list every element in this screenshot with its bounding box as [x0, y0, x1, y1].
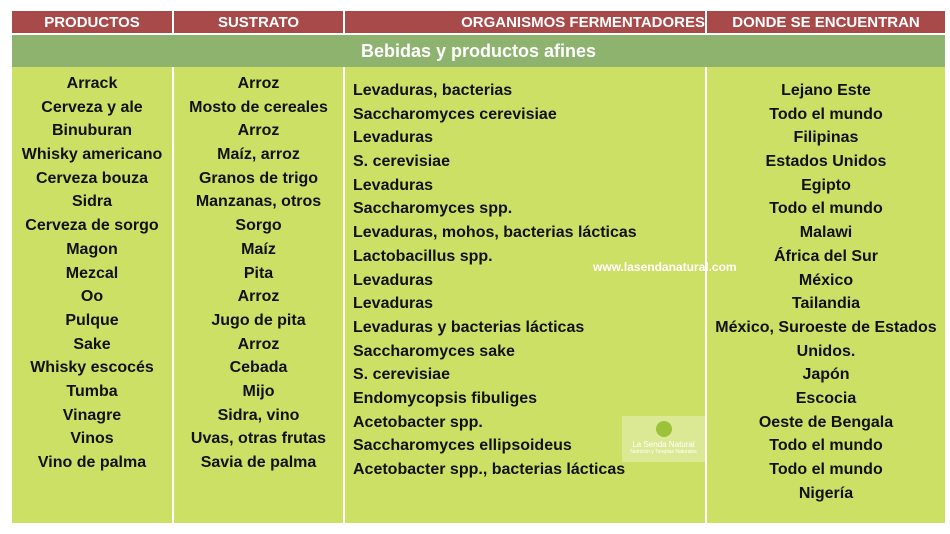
table-cell: Vinos [70, 430, 114, 448]
table-cell: Mijo [242, 382, 275, 400]
table-cell: Tailandia [791, 295, 861, 313]
table-cell: Egipto [801, 176, 851, 194]
table-cell: S. cerevisiae [353, 153, 450, 171]
table-cell: Nigería [798, 484, 854, 502]
table-cell: Saccharomyces ellipsoideus [353, 437, 572, 455]
table-cell: Escocia [795, 389, 857, 407]
table-cell: Uvas, otras frutas [190, 430, 327, 448]
apple-icon [656, 421, 672, 437]
table-cell: Levaduras, mohos, bacterias lácticas [353, 224, 637, 242]
table-cell: Arroz [237, 335, 280, 353]
table-cell: Acetobacter spp. [353, 413, 483, 431]
table-cell: Arrack [66, 75, 118, 92]
table-cell: Endomycopsis fibuliges [353, 389, 538, 407]
table-cell: África del Sur [773, 247, 879, 265]
column-sustrato [174, 67, 343, 523]
watermark-url: www.lasendanatural.com [593, 260, 737, 274]
table-cell: Sake [73, 335, 111, 353]
table-cell: Sidra [71, 193, 112, 211]
table-cell: México [798, 271, 854, 289]
table-cell: Todo el mundo [769, 437, 883, 455]
table-cell: Lejano Este [781, 82, 871, 99]
column-productos [12, 67, 172, 523]
logo-name: La Senda Natural [632, 440, 695, 449]
table-cell: Arroz [237, 288, 280, 306]
table-cell: Estados Unidos [765, 153, 887, 171]
table-cell: Maíz, arroz [217, 146, 300, 164]
table-cell: Binuburan [52, 122, 132, 140]
table-cell: Sidra, vino [217, 406, 300, 424]
table-cell: Levaduras [353, 176, 434, 194]
header-productos: PRODUCTOS [12, 11, 172, 33]
table-cell: Lactobacillus spp. [353, 247, 493, 265]
table-cell: Oeste de Bengala [758, 413, 894, 431]
table-cell: Arroz [237, 122, 280, 140]
table-cell: Oo [80, 288, 104, 306]
table-cell: Magon [66, 240, 118, 258]
table-cell: Levaduras, bacterias [353, 82, 513, 99]
table-cell: Todo el mundo [769, 105, 883, 123]
table-cell: Cebada [229, 359, 288, 377]
table-cell: Whisky escocés [30, 359, 154, 377]
table-cell: Pita [243, 264, 274, 282]
table-cell: Manzanas, otros [195, 193, 322, 211]
header-donde: DONDE SE ENCUENTRAN [707, 11, 945, 33]
table-cell: Maíz [241, 240, 276, 258]
table-cell: Todo el mundo [769, 200, 883, 218]
table-cell: Saccharomyces spp. [353, 200, 513, 218]
table-cell: Todo el mundo [769, 461, 883, 478]
table-cell: Whisky americano [21, 146, 163, 164]
column-donde [707, 67, 945, 523]
table-cell: Levaduras [353, 295, 434, 313]
table-cell: Levaduras [353, 271, 434, 289]
table-cell: Savia de palma [200, 454, 317, 471]
section-title: Bebidas y productos afines [12, 35, 945, 67]
table-cell: Levaduras [353, 129, 434, 147]
table-cell: Sorgo [235, 217, 282, 235]
table-cell: Filipinas [793, 129, 859, 147]
table-cell: Unidos. [796, 342, 856, 360]
table-cell: Vino de palma [37, 454, 147, 471]
table-cell: Mosto de cereales [189, 98, 328, 116]
table-cell: México, Suroeste de Estados [715, 318, 937, 336]
table-cell: S. cerevisiae [353, 366, 450, 384]
header-organismos: ORGANISMOS FERMENTADORES [345, 11, 705, 33]
table-cell: Granos de trigo [198, 169, 319, 187]
table-cell: Tumba [66, 382, 118, 400]
header-sustrato: SUSTRATO [174, 11, 343, 33]
table-cell: Pulque [65, 311, 119, 329]
table-cell: Acetobacter spp., bacterias lácticas [353, 461, 626, 478]
table-cell: Vinagre [62, 406, 122, 424]
table-cell: Jugo de pita [211, 311, 306, 329]
logo [622, 416, 705, 462]
table-cell: Cerveza bouza [35, 169, 149, 187]
table-cell: Arroz [237, 75, 280, 92]
table-cell: Japón [802, 366, 850, 384]
table-cell: Cerveza y ale [41, 98, 143, 116]
table-cell: Mezcal [65, 264, 119, 282]
logo-tagline: Nutrición y Terapias Naturales [630, 449, 697, 455]
table-cell: Saccharomyces cerevisiae [353, 105, 557, 123]
table-cell: Saccharomyces sake [353, 342, 515, 360]
table-cell: Levaduras y bacterias lácticas [353, 318, 585, 336]
table-cell: Malawi [799, 224, 853, 242]
table-cell: Cerveza de sorgo [25, 217, 159, 235]
